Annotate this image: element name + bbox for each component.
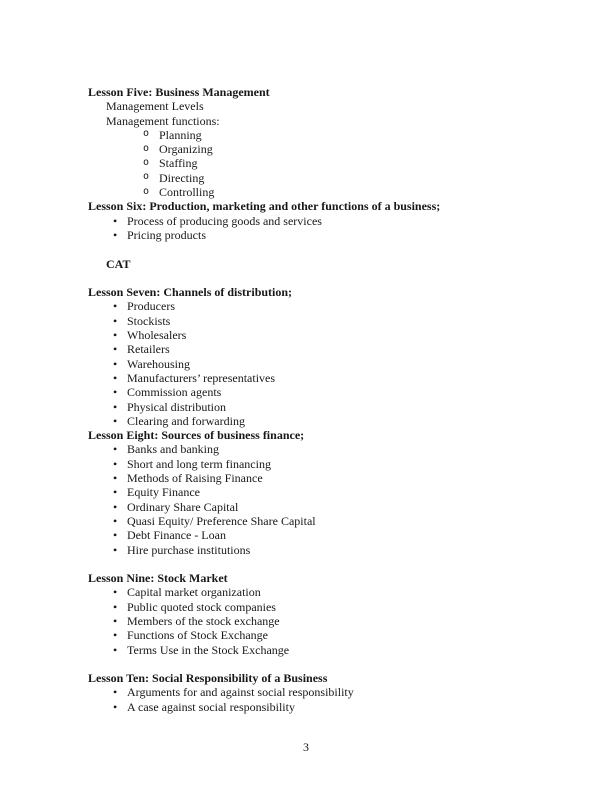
bullet-icon: •: [113, 642, 118, 657]
bullet-icon: •: [113, 485, 118, 500]
bullet-item: [88, 528, 572, 542]
bullet-item: [88, 543, 572, 557]
spacer-line: [88, 657, 572, 671]
bullet-item-text: Stockists: [127, 313, 171, 328]
lesson-heading: [88, 671, 572, 685]
bullet-icon: •: [113, 370, 118, 385]
bullet-item: [88, 685, 572, 699]
spacer-line: [88, 242, 572, 256]
lesson-heading-text: Lesson Nine: Stock Market: [88, 571, 228, 586]
bullet-item-text: Pricing products: [127, 227, 206, 242]
bullet-icon: •: [113, 299, 118, 314]
bullet-icon: •: [113, 356, 118, 371]
bullet-item: [88, 471, 572, 485]
lesson-heading-text: Lesson Five: Business Management: [88, 85, 270, 99]
bullet-item: [88, 628, 572, 642]
bullet-item-text: Wholesalers: [127, 328, 187, 343]
bullet-icon: •: [113, 685, 118, 700]
bullet-item-text: Ordinary Share Capital: [127, 499, 239, 514]
bullet-item-text: Quasi Equity/ Preference Share Capital: [127, 513, 316, 528]
bullet-item: [88, 228, 572, 242]
sub-bullet-item-text: Directing: [159, 170, 205, 185]
bullet-item-text: Methods of Raising Finance: [127, 471, 263, 486]
bullet-icon: •: [113, 456, 118, 471]
bullet-item: [88, 214, 572, 228]
bullet-item: [88, 600, 572, 614]
bullet-item: [88, 385, 572, 399]
sub-bullet-item-text: Staffing: [159, 156, 198, 171]
bullet-item: [88, 314, 572, 328]
bullet-icon: •: [113, 413, 118, 428]
bullet-item-text: Public quoted stock companies: [127, 599, 276, 614]
bullet-item-text: Equity Finance: [127, 485, 200, 500]
lesson-heading: [88, 285, 572, 299]
bullet-item-text: Hire purchase institutions: [127, 542, 251, 557]
cat-heading-text: CAT: [106, 256, 131, 271]
bullet-item-text: Members of the stock exchange: [127, 613, 280, 628]
sub-bullet-item-text: Organizing: [159, 142, 213, 157]
bullet-item: [88, 500, 572, 514]
bullet-item: [88, 643, 572, 657]
lesson-heading-text: Lesson Six: Production, marketing and other functions of a business;: [88, 199, 441, 214]
bullet-item-text: Warehousing: [127, 356, 191, 371]
bullet-item-text: Clearing and forwarding: [127, 413, 245, 428]
bullet-icon: •: [113, 342, 118, 357]
bullet-item-text: Debt Finance - Loan: [127, 528, 226, 543]
bullet-item: [88, 328, 572, 342]
bullet-icon: •: [113, 613, 118, 628]
bullet-item-text: Capital market organization: [127, 585, 261, 600]
bullet-item-text: Banks and banking: [127, 442, 219, 457]
lesson-heading: [88, 85, 572, 99]
bullet-item-text: Short and long term financing: [127, 456, 271, 471]
sub-bullet-item: [88, 128, 572, 142]
lesson-heading-text: Lesson Eight: Sources of business finance;: [88, 428, 305, 443]
bullet-icon: •: [113, 213, 118, 228]
bullet-item-text: Arguments for and against social responsibility: [127, 685, 354, 700]
bullet-icon: •: [113, 442, 118, 457]
bullet-item-text: Physical distribution: [127, 399, 226, 414]
bullet-item: [88, 485, 572, 499]
bullet-item: [88, 585, 572, 599]
circle-bullet-icon: o: [143, 171, 150, 183]
bullet-icon: •: [113, 585, 118, 600]
bullet-icon: •: [113, 628, 118, 643]
bullet-icon: •: [113, 385, 118, 400]
sub-bullet-item: [88, 171, 572, 185]
bullet-icon: •: [113, 513, 118, 528]
bullet-item: [88, 514, 572, 528]
bullet-item: [88, 700, 572, 714]
bullet-item-text: Process of producing goods and services: [127, 213, 322, 228]
bullet-item-text: Terms Use in the Stock Exchange: [127, 642, 290, 657]
sub-bullet-item: [88, 185, 572, 199]
bullet-icon: •: [113, 227, 118, 242]
lesson-heading: [88, 428, 572, 442]
bullet-icon: •: [113, 471, 118, 486]
bullet-item: [88, 457, 572, 471]
sub-item-text: Management Levels: [106, 99, 204, 114]
bullet-icon: •: [113, 499, 118, 514]
lesson-heading-text: Lesson Ten: Social Responsibility of a Business: [88, 671, 328, 686]
lesson-heading: [88, 571, 572, 585]
bullet-item: [88, 299, 572, 313]
bullet-icon: •: [113, 399, 118, 414]
bullet-item: [88, 400, 572, 414]
bullet-item: [88, 414, 572, 428]
bullet-item-text: Retailers: [127, 342, 170, 357]
document-content: [88, 85, 572, 714]
sub-item: [88, 99, 572, 113]
circle-bullet-icon: o: [143, 156, 150, 168]
sub-bullet-item-text: Planning: [159, 127, 202, 142]
bullet-icon: •: [113, 528, 118, 543]
sub-bullet-item-text: Controlling: [159, 185, 215, 200]
lesson-heading: [88, 199, 572, 213]
sub-item: [88, 114, 572, 128]
bullet-item-text: A case against social responsibility: [127, 699, 295, 714]
circle-bullet-icon: o: [143, 142, 150, 154]
bullet-item: [88, 371, 572, 385]
bullet-icon: •: [113, 699, 118, 714]
bullet-item: [88, 442, 572, 456]
bullet-icon: •: [113, 599, 118, 614]
bullet-item: [88, 614, 572, 628]
bullet-item: [88, 357, 572, 371]
page-number: 3: [303, 740, 309, 754]
sub-bullet-item: [88, 142, 572, 156]
spacer-line: [88, 557, 572, 571]
bullet-icon: •: [113, 542, 118, 557]
bullet-item: [88, 342, 572, 356]
bullet-item-text: Manufacturers’ representatives: [127, 370, 276, 385]
circle-bullet-icon: o: [143, 128, 150, 140]
bullet-icon: •: [113, 313, 118, 328]
spacer-line: [88, 271, 572, 285]
circle-bullet-icon: o: [143, 185, 150, 197]
bullet-item-text: Producers: [127, 299, 175, 314]
bullet-item-text: Commission agents: [127, 385, 222, 400]
lesson-heading-text: Lesson Seven: Channels of distribution;: [88, 285, 293, 300]
bullet-item-text: Functions of Stock Exchange: [127, 628, 268, 643]
bullet-icon: •: [113, 328, 118, 343]
cat-heading: [88, 257, 572, 271]
sub-item-text: Management functions:: [106, 113, 220, 128]
sub-bullet-item: [88, 156, 572, 170]
